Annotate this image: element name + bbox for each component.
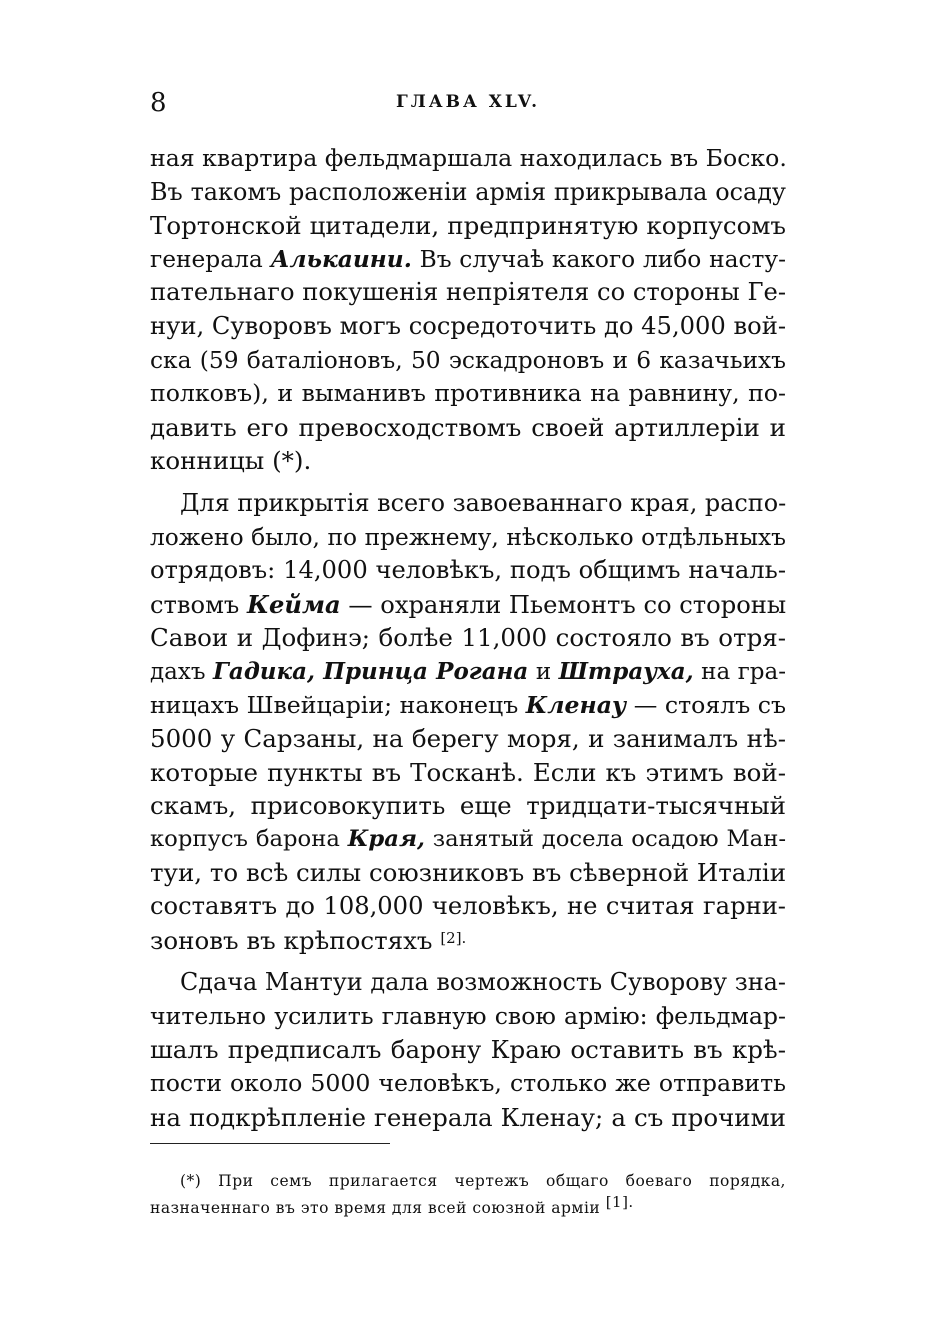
text-line: полковъ), и выманивъ противника на равнину, по- bbox=[150, 379, 786, 408]
text-line: зоновъ въ крѣпостяхъ $^{[2].}$ bbox=[150, 925, 467, 955]
paragraph-3 bbox=[150, 966, 786, 1134]
text-line: ска (59 баталiоновъ, 50 эскадроновъ и 6 казачьихъ bbox=[150, 346, 786, 374]
text-line: на подкрѣпленiе генерала Кленау; а съ прочими bbox=[150, 1102, 786, 1132]
text-line: пательнаго покушенiя непрiятеля со стороны Ге- bbox=[150, 278, 786, 307]
text-line: нуи, Суворовъ могъ сосредоточить до 45,000 вой- bbox=[150, 311, 786, 340]
main-text bbox=[150, 142, 786, 1134]
footnote-marker: [2]. bbox=[440, 928, 467, 947]
text-line: Тортонской цитадели, предпринятую корпусомъ bbox=[150, 211, 786, 241]
text-line: ствомъ Кейма — охраняли Пьемонтъ со стороны bbox=[150, 589, 787, 619]
text-line: Для прикрытiя всего завоеваннаго края, распо- bbox=[180, 488, 787, 517]
text-line: которые пункты въ Тосканѣ. Если къ этимъ вой- bbox=[150, 757, 786, 787]
text-line: составятъ до 108,000 человѣкъ, не считая гарни- bbox=[150, 892, 786, 921]
text-line: ницахъ Швейцарiи; наконецъ Кленау — стоялъ съ bbox=[150, 690, 787, 719]
text-line: корпусъ барона Края, занятый досела осадою Ман- bbox=[150, 825, 786, 852]
text-line: туи, то всѣ силы союзниковъ въ сѣверной Италiи bbox=[150, 858, 787, 888]
footnote-line: (*) При семъ прилагается чертежъ общаго боеваго порядка, bbox=[180, 1172, 786, 1190]
text-line: ложено было, по прежнему, нѣсколько отдѣльныхъ bbox=[150, 523, 786, 551]
emphasis-name: Кленау bbox=[525, 690, 627, 719]
text-line: Сдача Мантуи дала возможность Суворову зна- bbox=[180, 968, 786, 997]
text-line: скамъ, присовокупить еще тридцати-тысячный bbox=[150, 791, 786, 821]
text-line: конницы (*). bbox=[150, 446, 312, 476]
text-line: пости около 5000 человѣкъ, столько же отправить bbox=[150, 1069, 786, 1098]
paragraph-2 bbox=[150, 487, 786, 957]
footnote-marker: [1]. bbox=[605, 1193, 634, 1211]
paragraph-1 bbox=[150, 142, 786, 478]
emphasis-name: Кейма bbox=[247, 589, 341, 619]
footnote-divider bbox=[150, 1143, 390, 1144]
chapter-title: ГЛАВА XLV. bbox=[395, 92, 540, 112]
footnote-line: назначеннаго въ это время для всей союзной армiи $^{[1].}$ bbox=[150, 1193, 634, 1217]
footnote bbox=[150, 1168, 786, 1222]
text-line: отрядовъ: 14,000 человѣкъ, подъ общимъ началь- bbox=[150, 556, 786, 585]
emphasis-name: Края, bbox=[347, 825, 425, 852]
text-line: 5000 у Сарзаны, на берегу моря, и занималъ нѣ- bbox=[150, 724, 786, 754]
text-line: Савои и Дофинэ; болѣе 11,000 состояло въ отря- bbox=[150, 623, 786, 653]
text-line: дахъ Гадика, Принца Рогана и Штрауха, на гра- bbox=[150, 657, 787, 685]
page-number: 8 bbox=[150, 88, 167, 118]
text-line: Въ такомъ расположенiи армiя прикрывала осаду bbox=[150, 177, 786, 206]
running-header bbox=[150, 88, 786, 118]
emphasis-name: Гадика, Принца Рогана bbox=[213, 657, 529, 685]
text-line: шалъ предписалъ барону Краю оставить въ крѣ- bbox=[150, 1035, 786, 1065]
text-line: ная квартира фельдмаршала находилась въ Боско. bbox=[150, 144, 787, 172]
text-line: чительно усилить главную свою армiю: фельдмар- bbox=[150, 1001, 786, 1030]
emphasis-name: Алькаини. bbox=[270, 245, 412, 273]
text-line: давить его превосходствомъ своей артиллерiи и bbox=[150, 412, 786, 442]
text-line: генерала Алькаини. Въ случаѣ какого либо насту- bbox=[150, 245, 787, 273]
emphasis-name: Штрауха, bbox=[558, 657, 694, 685]
